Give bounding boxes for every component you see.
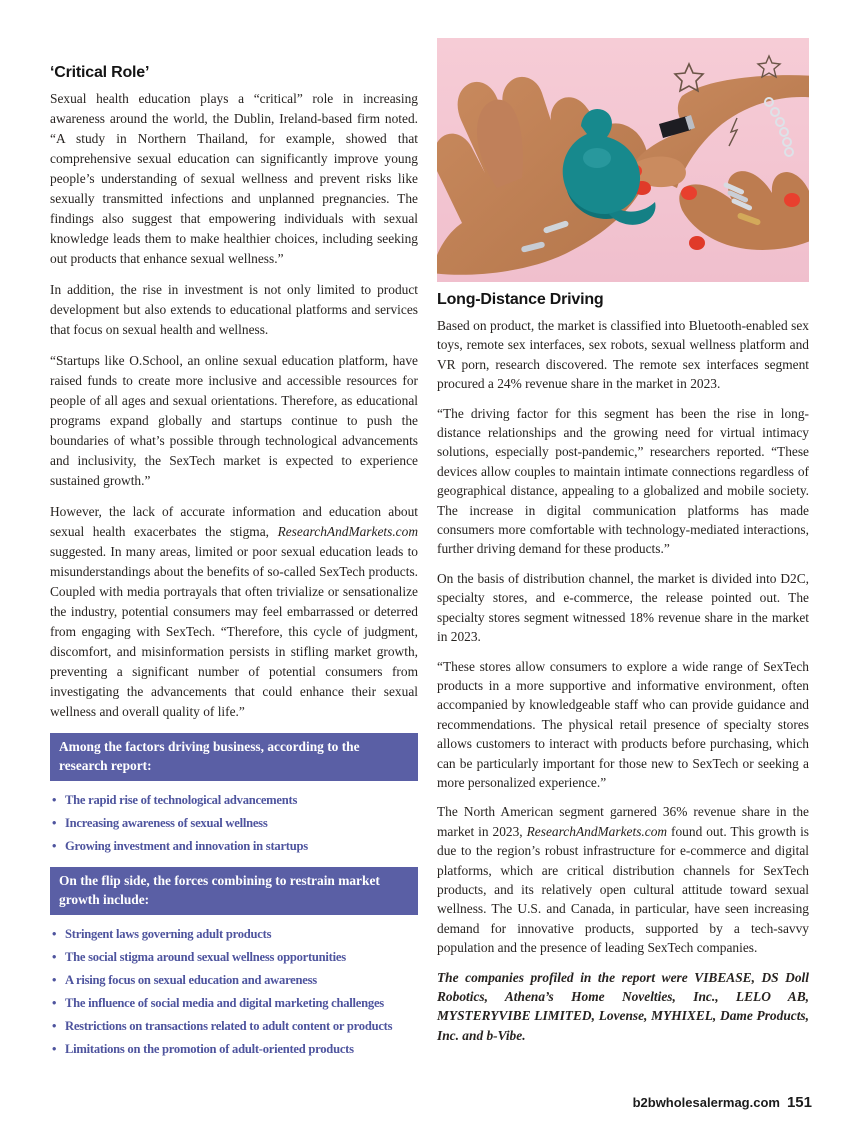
red-nail <box>784 193 800 207</box>
long-distance-heading: Long-Distance Driving <box>437 291 604 308</box>
paragraph-specialty-stores: “These stores allow consumers to explore a wide range of SexTech products in a more supportive and informative environment, often accompanied by knowledgeable staff who can provide guidance and recommendations. The physical retail presence of specialty stores allows customers to interact with products before purchasing, which can be particularly important for those new to SexTech or seeking a more personalized experience.” <box>437 658 809 790</box>
paragraph-startups: “Startups like O.School, an online sexual education platform, have raised funds to create more inclusive and accessible resources for people of all ages and sexual orientations. Therefore, as educational programs expand globally and startups continue to push the boundaries of what’s possible through technological advancements and inclusivity, the SexTech market is expected to experience sustained growth.” <box>50 353 418 488</box>
driver-item: • Growing investment and innovation in startups <box>50 835 418 857</box>
page-number: 151 <box>786 1094 812 1111</box>
magazine-website: b2bwholesalermag.com <box>632 1095 780 1110</box>
driver-item: • Increasing awareness of sexual wellness <box>50 812 418 834</box>
paragraph-product-segments: Based on product, the market is classified into Bluetooth-enabled sex toys, remote sex interfaces, sex robots, sexual wellness platform and VR porn, research discovered. The remote sex interfaces segment procured a 24% revenue share in the market in 2023. <box>437 318 809 392</box>
red-nail <box>681 186 697 200</box>
paragraph-distribution-channel: On the basis of distribution channel, the market is divided into D2C, specialty stores, and e-commerce, the release pointed out. The specialty stores segment witnessed 18% revenue share in the market in 2023. <box>437 570 809 645</box>
restraint-item: • Limitations on the promotion of adult-oriented products <box>50 1038 418 1060</box>
restraint-item: • The influence of social media and digital marketing challenges <box>50 992 418 1014</box>
paragraph-driving-factor: “The driving factor for this segment has been the rise in long-distance relationships and the growing need for virtual intimacy solutions, especially post-pandemic,” researchers reported. “These devices allow couples to maintain intimate connections regardless of geographical distance, appealing to a globalized and mobile society. The increase in digital communication platforms has made consumers more comfortable with technology-mediated interactions, further driving demand for these products.” <box>437 405 809 557</box>
paragraph-stigma-pre: However, the lack of accurate information and education about sexual health exacerbates the stigma, <box>50 504 418 539</box>
restraints-banner: On the flip side, the forces combining to restrain market growth include: <box>50 867 418 915</box>
paragraph-companies-profiled: The companies profiled in the report were VIBEASE, DS Doll Robotics, Athena’s Home Novelties, Inc., LELO AB, MYSTERYVIBE LIMITED, Lovense, MYHIXEL, Dame Products, Inc. and b-Vibe. <box>437 969 809 1043</box>
left-column <box>50 64 418 1070</box>
paragraph-sexual-health-education: Sexual health education plays a “critical” role in increasing awareness around the world, the Dublin, Ireland-based firm noted. “A study in Northern Thailand, for example, showed that comprehensive sexual education can significantly improve young people’s understanding of sexual wellness and prevent risks like sexually transmitted infections and unplanned pregnancies. The findings also suggest that empowering individuals with sexual knowledge leads them to make healthier choices, including seeking out products that enhance sexual wellness.” <box>50 91 418 266</box>
drivers-banner: Among the factors driving business, according to the research report: <box>50 733 418 781</box>
paragraph-north-america-post: found out. This growth is due to the region’s robust infrastructure for e-commerce and digital platforms, which are critical distribution channels for SexTech products, and its relatively open cultural attitude toward sexual wellness. The U.S. and Canada, in particular, have seen increasing demand for innovative products, supported by a tech-savvy population and the presence of leading SexTech companies. <box>437 823 810 956</box>
restraints-list <box>50 923 418 1060</box>
restraint-item: • Stringent laws governing adult products <box>50 923 418 945</box>
drivers-list <box>50 789 418 857</box>
restraint-item: • A rising focus on sexual education and awareness <box>50 969 418 991</box>
driver-item: • The rapid rise of technological advancements <box>50 789 418 811</box>
red-nail <box>689 236 705 250</box>
vibrator-highlight <box>583 148 611 168</box>
restraint-item: • Restrictions on transactions related to adult content or products <box>50 1015 418 1037</box>
right-column <box>437 38 809 1055</box>
paragraph-north-america <box>437 802 809 957</box>
product-photo <box>437 38 809 282</box>
paragraph-investment-rise: In addition, the rise in investment is not only limited to product development but also extends to educational platforms and services that focus on sexual health and wellness. <box>50 282 418 337</box>
research-and-markets-citation: ResearchAndMarkets.com <box>277 524 418 539</box>
paragraph-north-america-pre: The North American segment garnered 36% revenue share in the market in 2023, <box>437 804 809 839</box>
research-and-markets-citation: ResearchAndMarkets.com <box>526 823 668 839</box>
critical-role-heading: ‘Critical Role’ <box>50 64 150 81</box>
paragraph-stigma <box>50 502 418 722</box>
restraint-item: • The social stigma around sexual wellness opportunities <box>50 946 418 968</box>
page-footer <box>633 1094 812 1111</box>
paragraph-stigma-post: suggested. In many areas, limited or poor sexual education leads to misunderstandings about the benefits of so-called SexTech products. Coupled with media portrayals that often trivialize or sensationalize the industry, potential consumers may feel embarrassed or deterred from engaging with SexTech. “Therefore, this cycle of judgment, discomfort, and misinformation persists in stifling market growth, preventing a significant number of potential consumers from investigating the advancements that could enhance their sexual wellness and overall quality of life.” <box>50 544 418 719</box>
